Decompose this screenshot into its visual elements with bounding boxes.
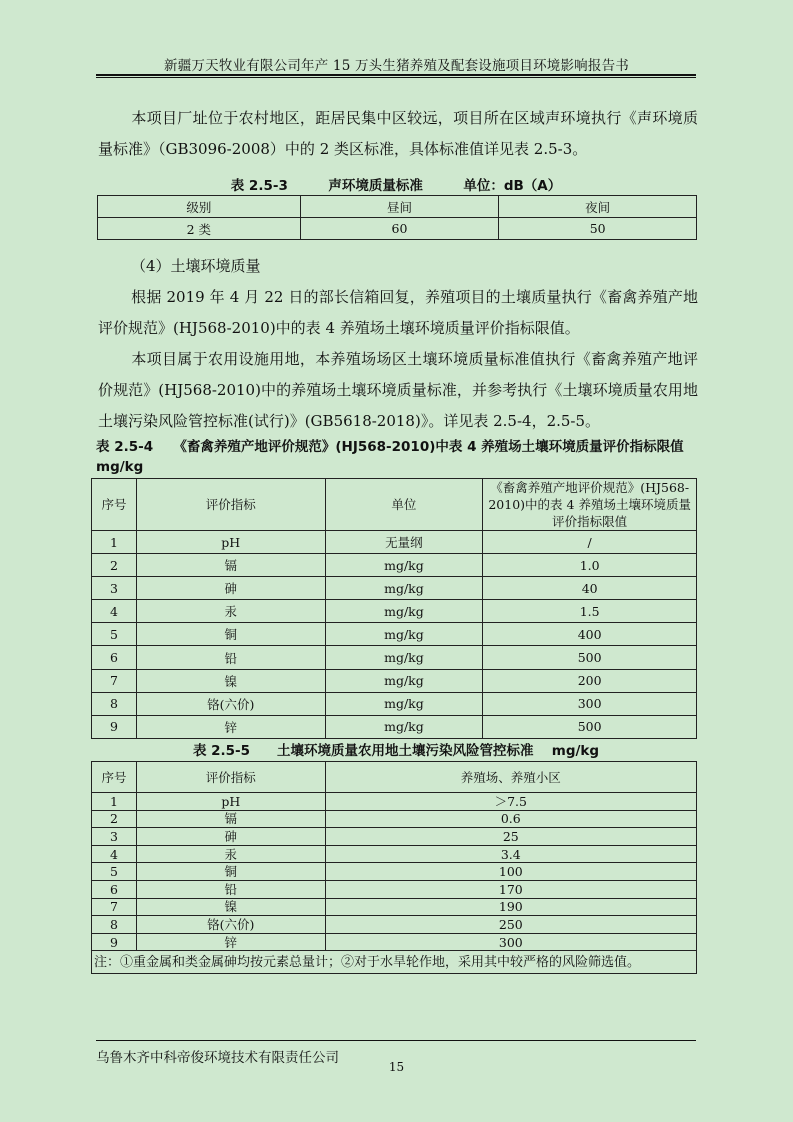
table-cell: 1 [92, 531, 137, 554]
table-row [92, 810, 697, 828]
table-row [92, 600, 697, 623]
table-cell: 铅 [136, 880, 325, 898]
table-cell: mg/kg [325, 554, 483, 577]
table-cell: 190 [325, 898, 696, 916]
table-cell: 400 [483, 623, 697, 646]
table-cell: 铜 [136, 623, 325, 646]
table-cell: mg/kg [325, 600, 483, 623]
page-number: 15 [388, 1060, 405, 1074]
table-cell: mg/kg [325, 715, 483, 738]
header-cell: 序号 [92, 479, 137, 531]
table-cell: 无量纲 [325, 531, 483, 554]
table-row [92, 715, 697, 738]
table-cell: pH [136, 531, 325, 554]
table-cell: 100 [325, 863, 696, 881]
table-cell: 50 [499, 218, 697, 240]
table-cell: 7 [92, 669, 137, 692]
table-cell: 25 [325, 828, 696, 846]
table-row [92, 531, 697, 554]
table-cell: 2 类 [98, 218, 301, 240]
table-cell: 铬(六价) [136, 692, 325, 715]
table-cell: 6 [92, 880, 137, 898]
table-cell: 8 [92, 916, 137, 934]
table-cell: 锌 [136, 933, 325, 951]
header-cell: 单位 [325, 479, 483, 531]
heading-text: （4）土壤环境质量 [131, 257, 261, 275]
table-cell: 4 [92, 845, 137, 863]
header-cell: 级别 [98, 196, 301, 218]
header-cell: 夜间 [499, 196, 697, 218]
table-2-5-5-caption: 表 2.5-5 土壤环境质量农用地土壤污染风险管控标准 mg/kg [192, 743, 600, 759]
table-cell: 500 [483, 646, 697, 669]
table-cell: 1.0 [483, 554, 697, 577]
livestock-soil-limits-table [91, 478, 697, 739]
footer-rule [96, 1040, 696, 1041]
header-cell: 昼间 [300, 196, 499, 218]
table-cell: 0.6 [325, 810, 696, 828]
table-header-row [98, 196, 697, 218]
table-cell: 3.4 [325, 845, 696, 863]
header-cell: 评价指标 [136, 762, 325, 793]
table-cell: 2 [92, 810, 137, 828]
table-cell: 铅 [136, 646, 325, 669]
paragraph-text: 根据 2019 年 4 月 22 日的部长信箱回复，养殖项目的土壤质量执行《畜禽养殖产地评价规范》(HJ568-2010)中的表 4 养殖场土壤环境质量评价指标限值。 [98, 288, 698, 337]
table-cell: mg/kg [325, 669, 483, 692]
table-cell: 镍 [136, 898, 325, 916]
table-cell: 5 [92, 863, 137, 881]
table-cell: 镍 [136, 669, 325, 692]
table-cell: 铜 [136, 863, 325, 881]
table-row [98, 218, 697, 240]
table-cell: 1.5 [483, 600, 697, 623]
table-cell: 8 [92, 692, 137, 715]
table-cell: 1 [92, 793, 137, 811]
table-cell: 4 [92, 600, 137, 623]
table-cell: mg/kg [325, 577, 483, 600]
table-cell: 锌 [136, 715, 325, 738]
table-cell: 镉 [136, 810, 325, 828]
table-cell: 60 [300, 218, 499, 240]
paragraph-noise-standard [98, 103, 698, 165]
table-cell: 6 [92, 646, 137, 669]
table-cell: 250 [325, 916, 696, 934]
table-cell: 300 [325, 933, 696, 951]
table-cell: 铬(六价) [136, 916, 325, 934]
table-cell: 3 [92, 828, 137, 846]
table-cell: 汞 [136, 845, 325, 863]
table-cell: 7 [92, 898, 137, 916]
table-cell: 40 [483, 577, 697, 600]
table-row [92, 828, 697, 846]
table-cell: mg/kg [325, 692, 483, 715]
table-cell: mg/kg [325, 646, 483, 669]
table-cell: 3 [92, 577, 137, 600]
table-cell: pH [136, 793, 325, 811]
table-row [92, 692, 697, 715]
table-row [92, 554, 697, 577]
section-heading-soil [98, 251, 698, 282]
table-cell: 300 [483, 692, 697, 715]
table-row [92, 880, 697, 898]
table-row [92, 669, 697, 692]
table-cell: / [483, 531, 697, 554]
table-row [92, 845, 697, 863]
header-cell: 养殖场、养殖小区 [325, 762, 696, 793]
farmland-soil-risk-table [91, 761, 697, 974]
table-2-5-3-caption: 表 2.5-3 声环境质量标准 单位：dB（A） [230, 178, 562, 194]
table-header-row [92, 762, 697, 793]
table-cell: 170 [325, 880, 696, 898]
table-cell: 500 [483, 715, 697, 738]
noise-standard-table [97, 195, 697, 240]
table-row [92, 863, 697, 881]
header-cell: 评价指标 [136, 479, 325, 531]
footer-company: 乌鲁木齐中科帝俊环境技术有限责任公司 [96, 1050, 339, 1066]
header-cell: 《畜禽养殖产地评价规范》(HJ568-2010)中的表 4 养殖场土壤环境质量评价指标限值 [483, 479, 697, 531]
table-header-row [92, 479, 697, 531]
table-note: 注：①重金属和类金属砷均按元素总量计；②对于水旱轮作地，采用其中较严格的风险筛选值。 [92, 951, 697, 974]
table-cell: 2 [92, 554, 137, 577]
table-row [92, 646, 697, 669]
paragraph-soil-reply [98, 282, 698, 344]
table-row [92, 793, 697, 811]
header-rule-thin [96, 77, 696, 78]
table-cell: 9 [92, 715, 137, 738]
table-row [92, 577, 697, 600]
table-cell: 汞 [136, 600, 325, 623]
table-row [92, 933, 697, 951]
table-row [92, 916, 697, 934]
table-cell: 砷 [136, 577, 325, 600]
table-cell: ＞7.5 [325, 793, 696, 811]
header-title: 新疆万天牧业有限公司年产 15 万头生猪养殖及配套设施项目环境影响报告书 [164, 58, 629, 74]
table-2-5-4-caption: 表 2.5-4 《畜禽养殖产地评价规范》(HJ568-2010)中表 4 养殖场土壤环境质量评价指标限值 mg/kg [96, 439, 702, 475]
paragraph-soil-standard [98, 344, 698, 437]
header-rule [96, 74, 696, 76]
table-row [92, 898, 697, 916]
table-cell: 砷 [136, 828, 325, 846]
table-cell: 5 [92, 623, 137, 646]
paragraph-text: 本项目属于农用设施用地，本养殖场场区土壤环境质量标准值执行《畜禽养殖产地评价规范》(HJ568-2010)中的养殖场土壤环境质量标准，并参考执行《土壤环境质量农用地土壤污染风险管控标准(试行)》(GB5618-2018)》。详见表 2.5-4，2.5-5。 [98, 350, 698, 430]
table-row [92, 623, 697, 646]
table-cell: 9 [92, 933, 137, 951]
table-cell: 镉 [136, 554, 325, 577]
paragraph-text: 本项目厂址位于农村地区，距居民集中区较远，项目所在区域声环境执行《声环境质量标准》（GB3096-2008）中的 2 类区标准，具体标准值详见表 2.5-3。 [98, 109, 698, 158]
table-cell: 200 [483, 669, 697, 692]
table-note-row [92, 951, 697, 974]
table-cell: mg/kg [325, 623, 483, 646]
header-cell: 序号 [92, 762, 137, 793]
